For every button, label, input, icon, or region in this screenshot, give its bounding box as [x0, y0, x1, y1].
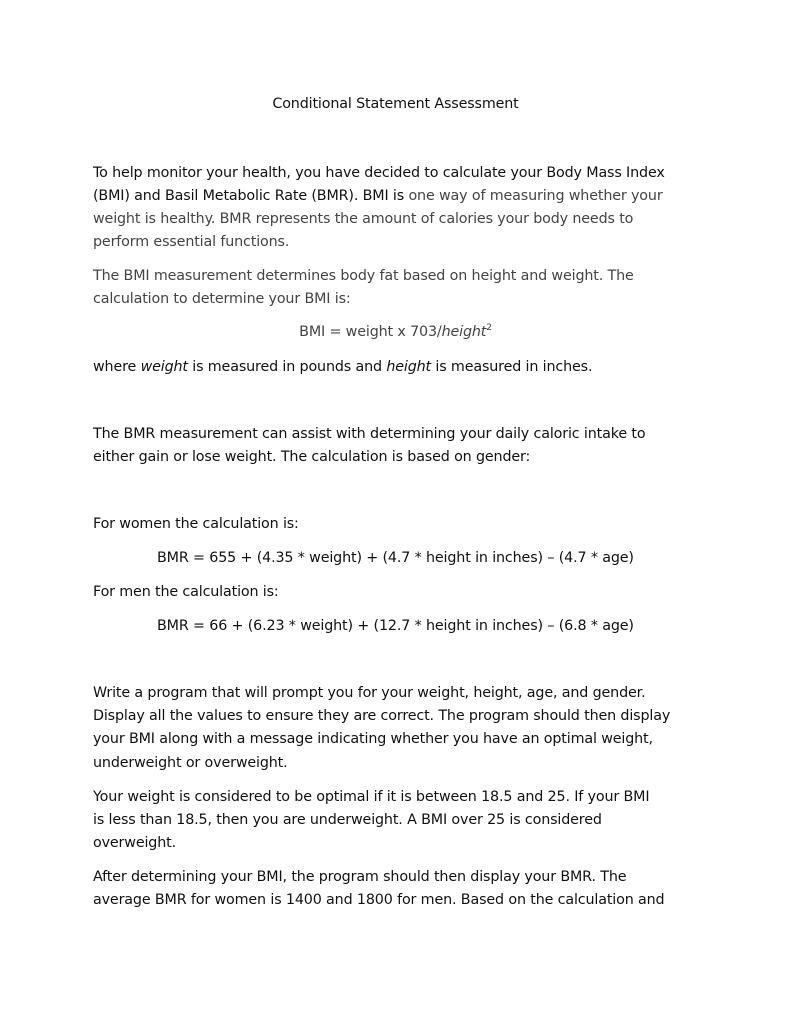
- intro-line-2-a: (BMI) and Basil Metabolic Rate (BMR). BMI is: [93, 188, 409, 204]
- document-title: Conditional Statement Assessment: [272, 96, 519, 112]
- women-label: For women the calculation is:: [93, 516, 299, 532]
- units-line: [93, 357, 592, 377]
- units-text-3: is measured in inches.: [431, 359, 593, 375]
- intro-line-2: [93, 186, 663, 206]
- bmi-desc-line-2: calculation to determine your BMI is:: [93, 291, 351, 307]
- intro-line-1: To help monitor your health, you have decided to calculate your Body Mass Index: [93, 165, 665, 181]
- bmr-desc-line-2: either gain or lose weight. The calculation is based on gender:: [93, 449, 531, 465]
- task-line-1: Write a program that will prompt you for your weight, height, age, and gender.: [93, 685, 646, 701]
- men-label: For men the calculation is:: [93, 584, 279, 600]
- bmi-formula-exponent: 2: [486, 323, 492, 334]
- optimal-line-1: Your weight is considered to be optimal if it is between 18.5 and 25. If your BMI: [93, 789, 650, 805]
- bmi-desc-line-1: The BMI measurement determines body fat based on height and weight. The: [93, 268, 634, 284]
- units-text-1: where: [93, 359, 141, 375]
- task-line-4: underweight or overweight.: [93, 755, 288, 771]
- bmr-desc-line-1: The BMR measurement can assist with determining your daily caloric intake to: [93, 426, 646, 442]
- bmi-formula: [0, 322, 791, 342]
- after-line-1: After determining your BMI, the program should then display your BMR. The: [93, 869, 627, 885]
- bmi-formula-prefix: BMI = weight x 703/: [299, 324, 442, 340]
- units-weight: weight: [140, 359, 188, 375]
- units-height: height: [386, 359, 432, 375]
- intro-line-2-b: one way of measuring whether your: [408, 188, 663, 204]
- men-formula: BMR = 66 + (6.23 * weight) + (12.7 * height in inches) – (6.8 * age): [157, 618, 634, 634]
- optimal-line-3: overweight.: [93, 835, 176, 851]
- optimal-line-2: is less than 18.5, then you are underweight. A BMI over 25 is considered: [93, 812, 602, 828]
- women-formula: BMR = 655 + (4.35 * weight) + (4.7 * height in inches) – (4.7 * age): [157, 550, 634, 566]
- task-line-2: Display all the values to ensure they are correct. The program should then display: [93, 708, 671, 724]
- intro-line-3: weight is healthy. BMR represents the amount of calories your body needs to: [93, 211, 634, 227]
- after-line-2: average BMR for women is 1400 and 1800 for men. Based on the calculation and: [93, 892, 665, 908]
- task-line-3: your BMI along with a message indicating whether you have an optimal weight,: [93, 731, 653, 747]
- units-text-2: is measured in pounds and: [187, 359, 387, 375]
- bmi-formula-height: height: [441, 324, 487, 340]
- intro-line-4: perform essential functions.: [93, 234, 290, 250]
